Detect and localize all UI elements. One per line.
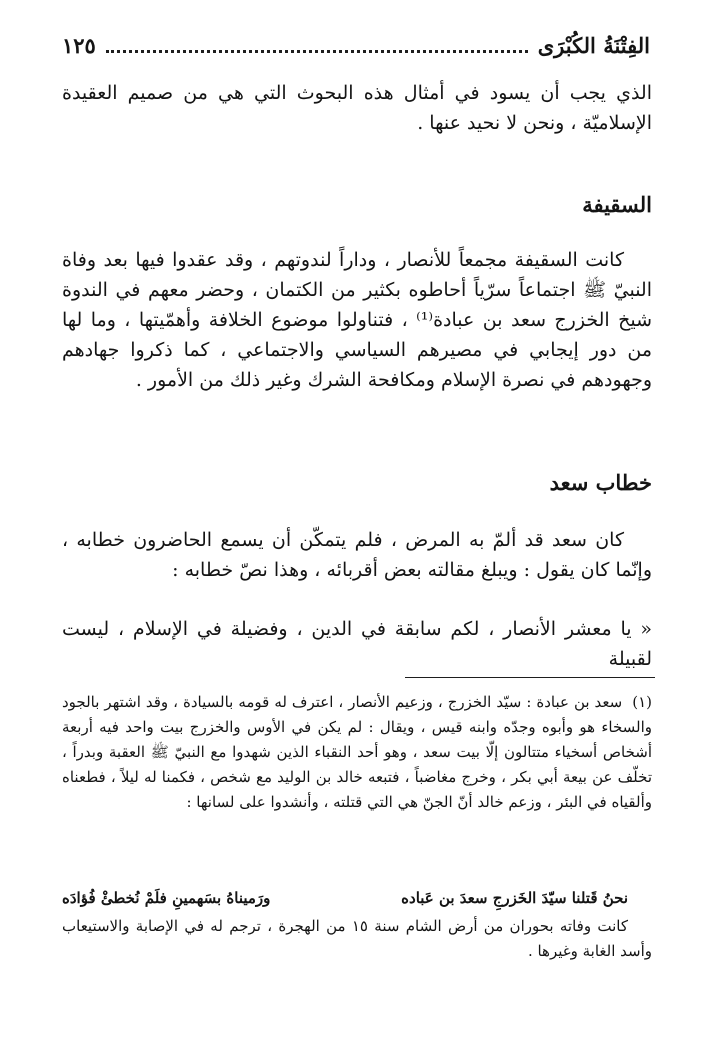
section-heading-sa3d-speech: خطاب سعد [549, 470, 652, 495]
section-heading-saqifa: السقيفة [582, 192, 652, 217]
footnote-marker: (١) [632, 693, 652, 711]
speech-start-paragraph: « يا معشر الأنصار ، لكم سابقة في الدين ، وفضيلة في الإسلام ، ليست لقبيلة [62, 618, 652, 670]
header-dotted-leader [106, 50, 528, 53]
saqifa-paragraph: كانت السقيفة مجمعاً للأنصار ، وداراً لندوتهم ، وقد عقدوا فيها بعد وفاة النبيّ ﷺ اجتماعاً سرّياً أحاطوه بكثير من الكتمان ، وحضر معهم في الندوة شيخ الخزرج سعد بن عبادة⁽¹⁾ ، فتناولوا موضوع الخلافة وأهمّيتها ، وما لها من دور إيجابي في مصيرهم السياسي والاجتماعي ، كما ذكروا جهادهم وجهودهم في نصرة الإسلام ومكافحة الشرك وغير ذلك من الأمور . [62, 249, 652, 391]
verse-first-hemistich: نحنُ قَتلنا سيّدَ الخَزرجِ سعدَ بن عَباده [401, 889, 628, 907]
footnote-verse [62, 889, 652, 907]
book-title: الفِتْنَةُ الكُبْرَى [537, 32, 650, 58]
footnote-text: سعد بن عبادة : سيّد الخزرج ، وزعيم الأنصار ، اعترف له قومه بالسيادة ، وقد اشتهر بالجود والسخاء هو وأبوه وجدّه وابنه قيس ، ويقال : لم يكن في الأوس والخزرج بيت واحد فيه أربعة أشخاص أسخياء متتالون إلّا بيت سعد ، وهو أحد النقباء الذين شهدوا مع النبيّ ﷺ العقبة وبدراً ، تخلّف عن بيعة أبي بكر ، وخرج مغاضباً ، فتبعه خالد بن الوليد مع شخص ، فكمنا له ليلاً ، فطعناه وألقياه في البئر ، وزعم خالد أنّ الجنّ هي التي قتلته ، وأنشدوا على لسانها : [62, 693, 652, 811]
footnote-separator [405, 677, 655, 678]
footnote [62, 690, 652, 815]
intro-paragraph: الذي يجب أن يسود في أمثال هذه البحوث التي هي من صميم العقيدة الإسلاميّة ، ونحن لا نحيد عنها . [62, 82, 652, 134]
page-number: ١٢٥ [62, 32, 96, 58]
verse-second-hemistich: ورَميناهُ بسَهمينِ فلَمْ نُخطئْ فُؤادَه [62, 889, 271, 907]
footnote-continuation: كانت وفاته بحوران من أرض الشام سنة ١٥ من الهجرة ، ترجم له في الإصابة والاستيعاب وأسد الغابة وغيرها . [62, 917, 652, 960]
running-header [62, 28, 650, 62]
sa3d-paragraph: كان سعد قد ألمّ به المرض ، فلم يتمكّن أن يسمع الحاضرون خطابه ، وإنّما كان يقول : ويبلغ مقالته بعض أقربائه ، وهذا نصّ خطابه : [62, 529, 652, 581]
